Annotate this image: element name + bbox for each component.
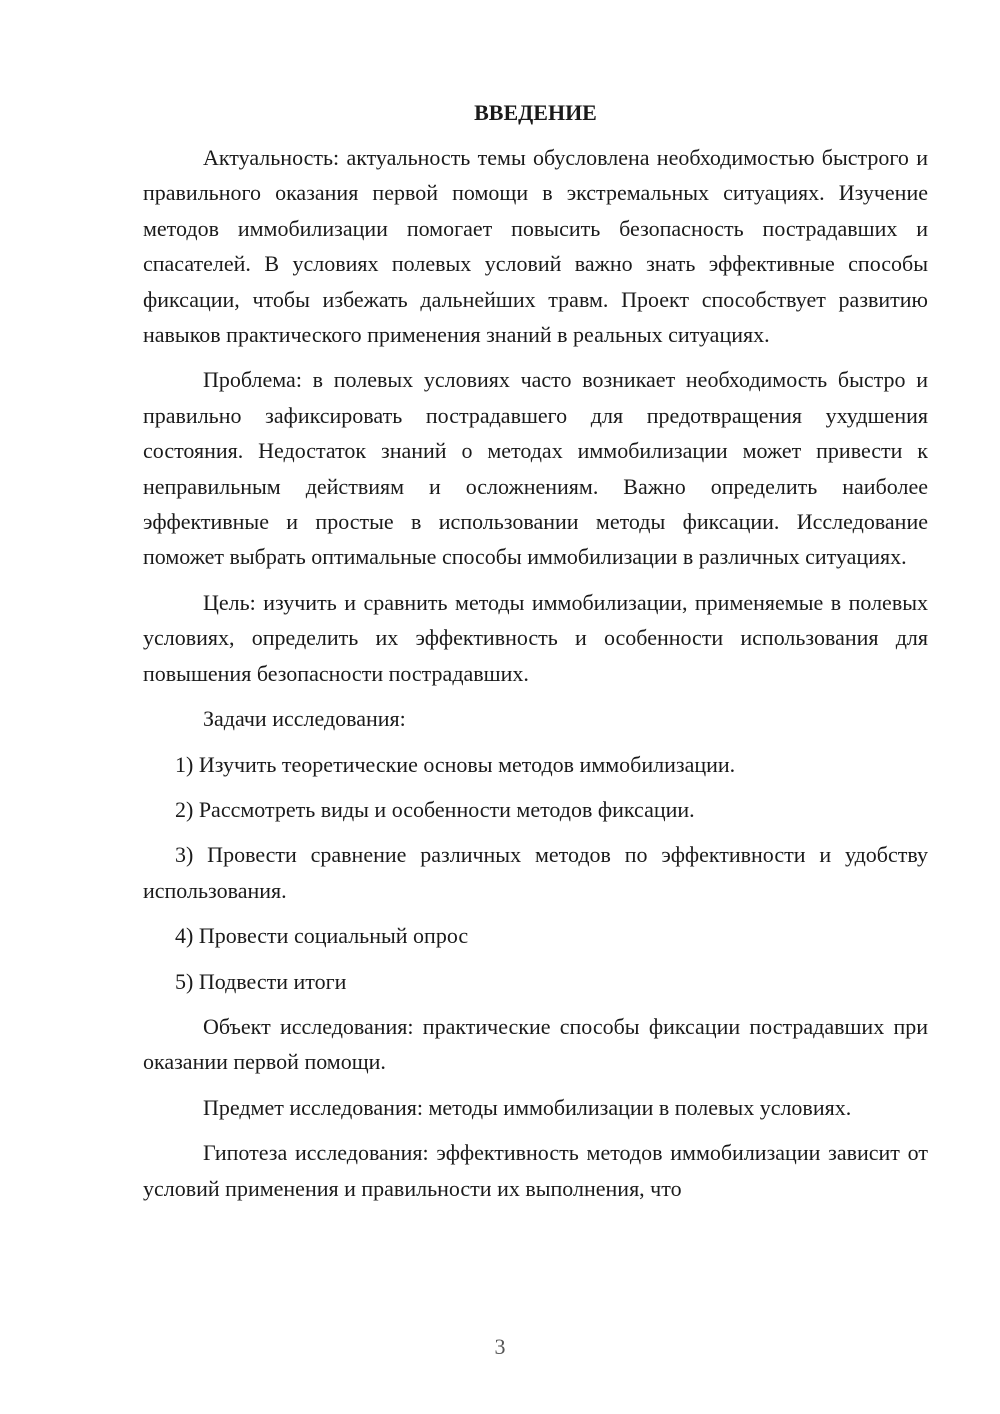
- document-page: [143, 95, 928, 1206]
- task-item-2: 2) Рассмотреть виды и особенности методов фиксации.: [175, 796, 695, 822]
- task-item-1: 1) Изучить теоретические основы методов иммобилизации.: [175, 751, 736, 777]
- paragraph-tasks-heading: Задачи исследования:: [203, 706, 406, 732]
- task-item-3: 3) Провести сравнение различных методов по эффективности и удобству использования.: [143, 842, 928, 903]
- paragraph-goal: Цель: изучить и сравнить методы иммобилизации, применяемые в полевых условиях, определить их эффективность и особенности использования для повышения безопасности пострадавших.: [143, 589, 928, 686]
- task-item-4: 4) Провести социальный опрос: [175, 923, 469, 949]
- section-title: ВВЕДЕНИЕ: [474, 100, 597, 125]
- paragraph-subject: Предмет исследования: методы иммобилизации в полевых условиях.: [203, 1094, 852, 1120]
- paragraph-problem: Проблема: в полевых условиях часто возникает необходимость быстро и правильно зафиксировать пострадавшего для предотвращения ухудшения состояния. Недостаток знаний о методах иммобилизации может привести к неправильным действиям и осложнениям. Важно определить наиболее эффективные и простые в использовании методы фиксации. Исследование поможет выбрать оптимальные способы иммобилизации в различных ситуациях.: [143, 367, 928, 570]
- paragraph-relevance: Актуальность: актуальность темы обусловлена необходимостью быстрого и правильного оказания первой помощи в экстремальных ситуациях. Изучение методов иммобилизации помогает повысить безопасность пострадавших и спасателей. В условиях полевых условий важно знать эффективные способы фиксации, чтобы избежать дальнейших травм. Проект способствует развитию навыков практического применения знаний в реальных ситуациях.: [143, 145, 928, 348]
- paragraph-object: Объект исследования: практические способы фиксации пострадавших при оказании первой помощи.: [143, 1013, 928, 1075]
- page-number: 3: [494, 1334, 506, 1359]
- paragraph-hypothesis: Гипотеза исследования: эффективность методов иммобилизации зависит от условий применения и правильности их выполнения, что: [143, 1140, 928, 1201]
- task-item-5: 5) Подвести итоги: [175, 968, 347, 994]
